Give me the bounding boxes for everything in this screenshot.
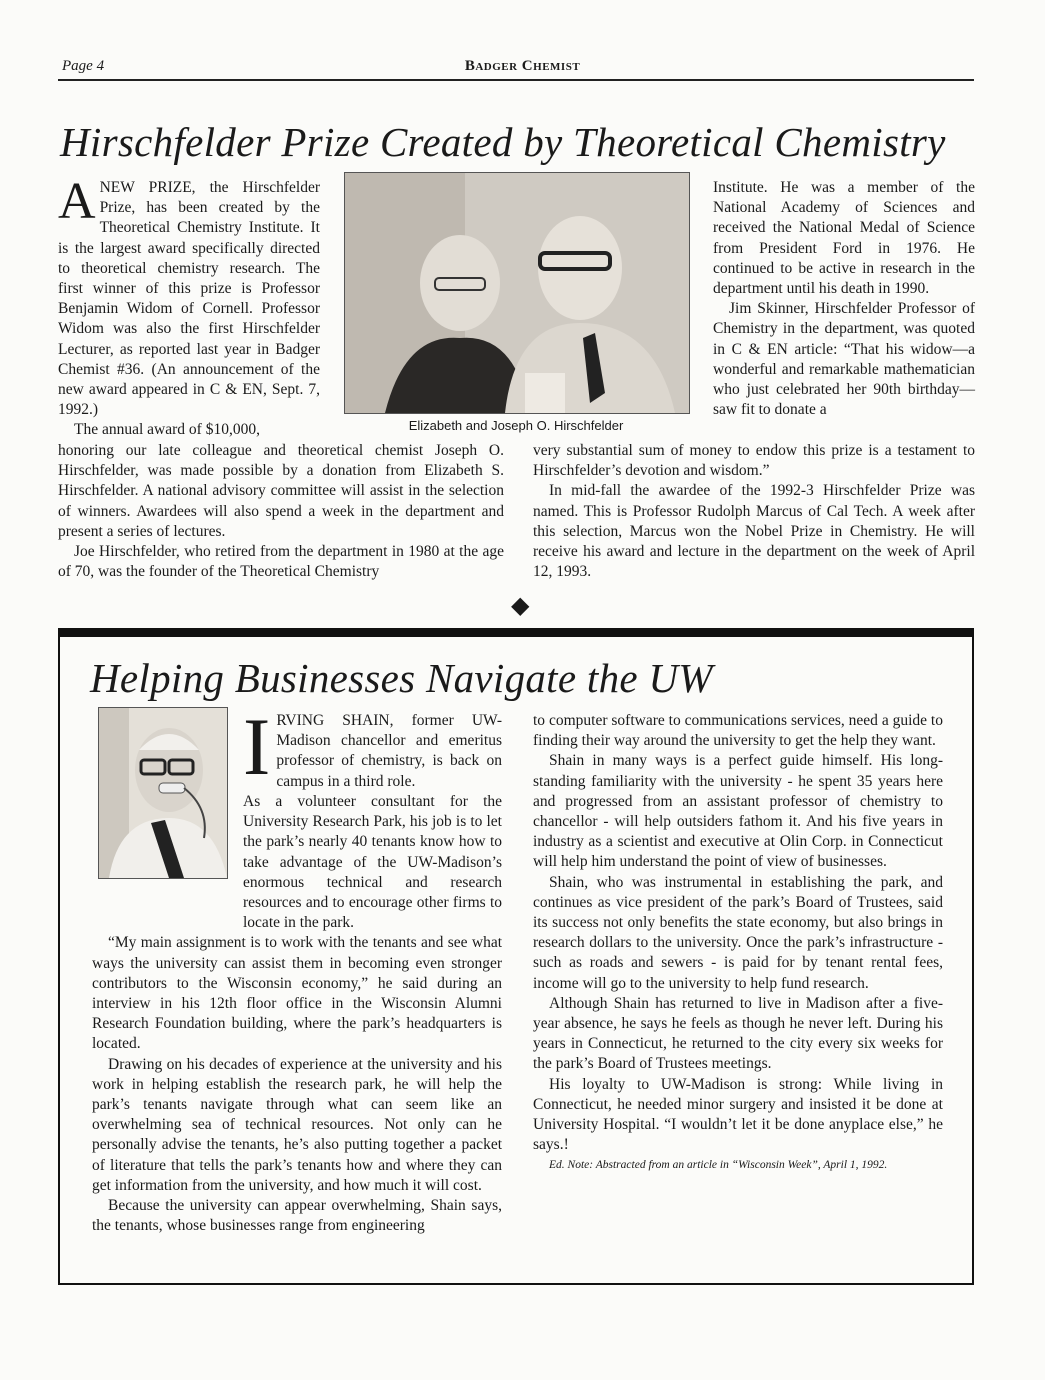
article2-paragraph: Although Shain has returned to live in Madison after a five-year absence, he says he feels as though he never left. During his years in Connecticut, he returned to the city every six weeks for the park’s Board of Trustees meetings.: [533, 994, 943, 1073]
article1-paragraph: Institute. He was a member of the National Academy of Sciences and received the National Medal of Science from President Ford in 1976. He continued to be active in research in the department until his death in 1990.: [713, 179, 975, 298]
separator-diamond: ◆: [511, 593, 530, 619]
article2-title: Helping Businesses Navigate the UW: [90, 655, 713, 701]
article2-paragraph: “My main assignment is to work with the tenants and see what ways the university can assist them in becoming even stronger contributors to the Wisconsin economy,” he said during an interview in his 12th floor office in the Wisconsin Alumni Research Foundation building, where the park’s headquarters is located.: [92, 934, 502, 1053]
article2-paragraph: RVING SHAIN, former UW-Madison chancellor and emeritus professor of chemistry, is back on campus in a third role.: [276, 712, 502, 790]
article2-left-column: [92, 792, 502, 1236]
article1-dropcap: A: [58, 173, 96, 230]
article2-paragraph: His loyalty to UW-Madison is strong: While living in Connecticut, he needed minor surgery and insisted it be done at University Hospital. “I wouldn’t let it be done anyplace else,” he says.!: [533, 1075, 943, 1154]
article1-paragraph: Jim Skinner, Hirschfelder Professor of Chemistry in the department, was quoted in C & EN article: “That his widow—a wonderful and remarkable mathematician who just celebrated her 90th birthday—saw fit to donate a: [713, 300, 975, 419]
article1-paragraph: The annual award of $10,000,: [74, 421, 260, 439]
article2-paragraph: Shain in many ways is a perfect guide himself. His long-standing familiarity with the university - he spent 35 years here and progressed from an assistant professor of chemistry to chancellor - will help outsiders fathom it. And his five years in industry as a scientist and executive at Olin Corp. in Connecticut will help him understand the point of view of businesses.: [533, 752, 943, 871]
article2-paragraph: Because the university can appear overwhelming, Shain says, the tenants, whose businesses range from engineering: [92, 1197, 502, 1235]
article1-title: Hirschfelder Prize Created by Theoretical Chemistry: [60, 119, 946, 165]
article2-dropcap: I: [243, 701, 271, 792]
article1-left-column: [58, 173, 320, 441]
article1-paragraph: honoring our late colleague and theoretical chemist Joseph O. Hirschfelder, was made possible by a donation from Elizabeth S. Hirschfelder. A national advisory committee will assist in the selection of winners. Awardees will also spend a week in the department and present a series of lectures.: [58, 442, 504, 540]
article2-right-column: [533, 711, 943, 1176]
article2-intro: [243, 701, 502, 792]
article2-paragraph: Shain, who was instrumental in establishing the park, and continues as vice president of the park’s Board of Trustees, said its success not only benefits the state economy, but also brings in research dollars to the university. Once the park’s infrastructure - such as roads and sewers - is paid for by tenant rental fees, income will go to the university to help fund research.: [533, 873, 943, 992]
hirschfelder-photo: [344, 172, 690, 414]
article1-paragraph: Joe Hirschfelder, who retired from the department in 1980 at the age of 70, was the founder of the Theoretical Chemistry: [58, 543, 504, 581]
article1-right-lower: [533, 441, 975, 582]
header-rule: [58, 79, 974, 81]
article1-right-column: [713, 178, 975, 420]
article1-left-lower: [58, 441, 504, 582]
article1-paragraph: very substantial sum of money to endow this prize is a testament to Hirschfelder’s devotion and wisdom.”: [533, 442, 975, 480]
article2-paragraph: As a volunteer consultant for the University Research Park, his job is to let the park’s nearly 40 tenants know how to take advantage of the UW-Madison’s enormous technical and research resources and to encourage other firms to locate in the park.: [243, 793, 502, 932]
editor-note: Ed. Note: Abstracted from an article in “Wisconsin Week”, April 1, 1992.: [549, 1159, 888, 1172]
article2-paragraph: Drawing on his decades of experience at the university and his work in helping establish the research park, he will help the park’s tenants navigate through what can seem like an overwhelming sea of technical resources. Not only can he personally advise the tenants, he’s also putting together a packet of literature that tells the park’s tenants how and where they can get information from the university, and how much it will cost.: [92, 1055, 502, 1194]
article2-paragraph: to computer software to communications services, need a guide to finding their way around the university to get the help they want.: [533, 712, 943, 750]
article1-paragraph: NEW PRIZE, the Hirschfelder Prize, has been created by the Theoretical Chemistry Institute. It is the largest award specifically directed to theoretical chemistry research. The first winner of this prize is Professor Benjamin Widom of Cornell. Professor Widom was also the first Hirschfelder Lecturer, as reported last year in Badger Chemist #36. (An announcement of the new award appeared in C & EN, Sept. 7, 1992.): [58, 179, 320, 419]
page-number: Page 4: [62, 58, 105, 74]
photo-caption: Elizabeth and Joseph O. Hirschfelder: [408, 418, 624, 433]
article1-paragraph: In mid-fall the awardee of the 1992-3 Hirschfelder Prize was named. This is Professor Rudolph Marcus of Cal Tech. A week after this selection, Marcus won the Nobel Prize in Chemistry. He will receive his award and lecture in the department on the week of April 12, 1993.: [533, 482, 975, 581]
publication-title: Badger Chemist: [464, 58, 581, 74]
